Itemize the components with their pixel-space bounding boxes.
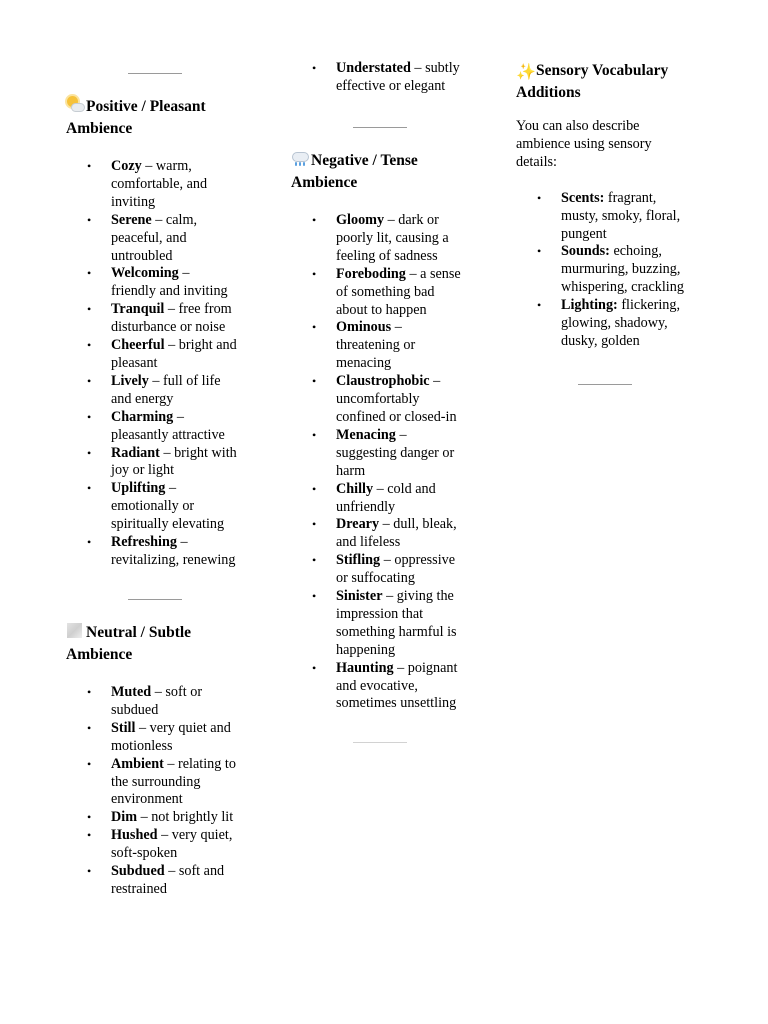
bullet-icon: • [312, 481, 317, 496]
term-item [66, 809, 266, 827]
term-item [66, 301, 266, 337]
term-item [291, 266, 491, 320]
term-definition: – very quiet, [157, 827, 233, 844]
bullet-icon: • [312, 589, 317, 604]
term-item [291, 516, 491, 552]
term-definition-line: subdued [111, 701, 159, 718]
term-definition-line: uncomfortably [336, 391, 420, 408]
term-definition-line: about to happen [336, 301, 427, 318]
term-label: Cheerful [111, 337, 165, 354]
term-definition: flickering, [617, 297, 681, 314]
section-divider [353, 742, 407, 743]
term-definition-line: pleasantly attractive [111, 426, 225, 443]
bullet-icon: • [312, 553, 317, 568]
term-definition-line: friendly and inviting [111, 283, 228, 300]
sensory-term-list [516, 190, 716, 351]
positive-term-list [66, 158, 266, 570]
term-item [291, 427, 491, 481]
section-divider [353, 127, 407, 128]
term-definition: – subtly [410, 60, 460, 76]
term-item [66, 212, 266, 266]
term-definition: – [173, 408, 184, 425]
term-label: Chilly [336, 480, 374, 497]
term-item [66, 684, 266, 720]
term-label: Understated [336, 60, 411, 76]
term-definition-line: happening [336, 641, 396, 658]
term-label: Dreary [336, 516, 380, 533]
neutral-heading: Neutral / Subtle Ambience [66, 624, 192, 663]
term-definition: – a sense [405, 265, 461, 282]
term-definition-line: pleasant [111, 354, 158, 371]
term-item [66, 409, 266, 445]
term-item [66, 445, 266, 481]
bullet-icon: • [537, 244, 542, 259]
term-label: Foreboding [336, 265, 406, 282]
term-definition-line: the surrounding [111, 773, 201, 790]
term-definition-line: pungent [561, 225, 607, 242]
bullet-icon: • [87, 338, 92, 353]
term-definition: – calm, [151, 211, 198, 228]
term-definition-line: musty, smoky, floral, [561, 207, 681, 224]
term-item [291, 212, 491, 266]
negative-section [291, 150, 491, 713]
term-item [291, 60, 491, 96]
term-definition: – warm, [141, 158, 192, 174]
term-label: Haunting [336, 659, 394, 676]
term-label: Charming [111, 408, 174, 425]
term-label: Scents: [561, 189, 605, 206]
term-definition-line: impression that [336, 605, 424, 622]
term-label: Still [111, 719, 136, 736]
bullet-icon: • [87, 266, 92, 281]
bullet-icon: • [87, 159, 92, 173]
term-definition-line: harm [336, 462, 366, 479]
term-definition-line: spiritually elevating [111, 516, 225, 533]
term-definition: – very quiet and [135, 719, 231, 736]
section-divider [128, 73, 182, 74]
term-definition: – relating to [163, 755, 236, 772]
term-item [66, 158, 266, 212]
bullet-icon: • [87, 481, 92, 496]
cloud-with-rain-icon [291, 150, 308, 167]
term-definition-line: emotionally or [111, 498, 195, 515]
term-definition-line: effective or elegant [336, 77, 446, 94]
term-label: Hushed [111, 827, 158, 844]
bullet-icon: • [312, 61, 317, 75]
term-definition: – oppressive [380, 552, 456, 569]
sensory-heading: ✨Sensory Vocabulary Additions [516, 62, 669, 101]
term-label: Ominous [336, 319, 392, 336]
term-label: Lighting: [561, 297, 618, 314]
term-label: Refreshing [111, 534, 177, 551]
term-definition: – soft or [151, 684, 203, 700]
term-item [66, 480, 266, 534]
term-item [516, 243, 716, 297]
bullet-icon: • [87, 720, 92, 735]
term-item [66, 827, 266, 863]
term-definition: echoing, [609, 243, 662, 260]
section-divider [128, 599, 182, 600]
term-definition-line: restrained [111, 880, 167, 897]
neutral-section [66, 622, 266, 899]
term-definition: – full of life [148, 372, 221, 389]
term-definition-line: comfortable, and [111, 175, 208, 192]
term-definition-line: inviting [111, 193, 156, 210]
bullet-icon: • [87, 535, 92, 550]
term-label: Gloomy [336, 212, 385, 228]
negative-heading: Negative / Tense Ambience [291, 152, 418, 191]
term-item [516, 190, 716, 244]
term-label: Serene [111, 211, 152, 228]
bullet-icon: • [312, 266, 317, 281]
column-left [66, 0, 256, 897]
positive-heading: Positive / Pleasant Ambience [66, 98, 206, 137]
term-definition-line: dusky, golden [561, 332, 640, 349]
term-definition-line: sometimes unsettling [336, 695, 457, 712]
bullet-icon: • [312, 427, 317, 442]
term-definition-line: something harmful is [336, 623, 457, 640]
term-label: Tranquil [111, 301, 165, 318]
sensory-intro: You can also describe ambience using sensory details: [516, 118, 652, 170]
term-label: Sinister [336, 588, 383, 605]
term-item [291, 660, 491, 714]
term-definition: – [176, 534, 188, 551]
term-definition: – [429, 373, 441, 390]
bullet-icon: • [537, 298, 542, 313]
term-definition: – free from [164, 301, 232, 318]
term-definition-line: untroubled [111, 247, 173, 264]
fog-icon [66, 622, 83, 639]
bullet-icon: • [87, 810, 92, 825]
term-definition: – giving the [382, 588, 454, 605]
bullet-icon: • [312, 517, 317, 532]
bullet-icon: • [537, 190, 542, 205]
term-definition-line: or suffocating [336, 570, 415, 587]
term-label: Uplifting [111, 480, 166, 497]
term-definition: – cold and [373, 480, 436, 497]
sparkles-icon: ✨ [516, 64, 536, 81]
term-item [66, 720, 266, 756]
understated-term-list [291, 60, 491, 96]
bullet-icon: • [312, 213, 317, 227]
term-label: Lively [111, 372, 149, 389]
sensory-section [516, 60, 716, 351]
term-label: Welcoming [111, 265, 179, 282]
term-definition-line: and evocative, [336, 677, 418, 694]
term-label: Sounds: [561, 243, 610, 260]
bullet-icon: • [87, 685, 92, 699]
term-item [291, 319, 491, 373]
term-label: Menacing [336, 426, 396, 443]
term-definition: – [165, 480, 177, 497]
term-definition-line: poorly lit, causing a [336, 229, 449, 246]
term-definition: – bright and [164, 337, 237, 354]
term-definition: fragrant, [604, 189, 657, 206]
term-label: Subdued [111, 863, 165, 880]
term-label: Radiant [111, 444, 160, 461]
bullet-icon: • [87, 864, 92, 879]
term-definition-line: glowing, shadowy, [561, 315, 668, 332]
term-item [291, 481, 491, 517]
term-label: Claustrophobic [336, 373, 430, 390]
term-label: Stifling [336, 552, 381, 569]
term-definition-line: and lifeless [336, 534, 401, 551]
term-item [291, 552, 491, 588]
bullet-icon: • [87, 828, 92, 843]
bullet-icon: • [87, 409, 92, 424]
term-definition: – dull, bleak, [379, 516, 457, 533]
negative-term-list [291, 212, 491, 713]
term-item [66, 756, 266, 810]
term-definition-line: threatening or [336, 337, 416, 354]
term-definition: – [391, 319, 402, 336]
bullet-icon: • [312, 320, 317, 335]
term-definition-line: unfriendly [336, 498, 396, 515]
term-definition: – poignant [393, 659, 458, 676]
bullet-icon: • [87, 756, 92, 771]
term-definition: – [178, 265, 190, 282]
term-definition-line: menacing [336, 355, 392, 372]
term-item [66, 863, 266, 899]
sun-behind-cloud-icon [66, 96, 83, 113]
bullet-icon: • [87, 445, 92, 460]
term-definition-line: murmuring, buzzing, [561, 261, 681, 278]
section-divider [578, 384, 632, 385]
term-item [291, 373, 491, 427]
term-item [66, 373, 266, 409]
term-item [291, 588, 491, 660]
term-item [66, 534, 266, 570]
term-definition: – [395, 426, 407, 443]
term-definition-line: revitalizing, renewing [111, 551, 236, 568]
term-definition-line: feeling of sadness [336, 247, 438, 264]
term-label: Cozy [111, 158, 142, 174]
term-label: Muted [111, 684, 152, 700]
neutral-term-list [66, 684, 266, 899]
term-definition-line: suggesting danger or [336, 444, 455, 461]
term-definition-line: of something bad [336, 283, 435, 300]
positive-section [66, 96, 266, 570]
term-definition: – soft and [164, 863, 225, 880]
bullet-icon: • [87, 212, 92, 227]
term-definition: – bright with [159, 444, 237, 461]
term-definition: – dark or [384, 212, 439, 228]
term-definition-line: confined or closed-in [336, 408, 457, 425]
term-definition-line: disturbance or noise [111, 319, 226, 336]
term-item [516, 297, 716, 351]
bullet-icon: • [312, 374, 317, 389]
term-definition-line: whispering, crackling [561, 279, 684, 296]
term-definition-line: soft-spoken [111, 845, 178, 862]
term-definition-line: joy or light [111, 462, 175, 479]
term-item [66, 337, 266, 373]
term-definition-line: and energy [111, 390, 174, 407]
bullet-icon: • [87, 373, 92, 388]
term-label: Dim [111, 809, 138, 826]
term-definition: – not brightly lit [137, 809, 234, 826]
term-item [66, 265, 266, 301]
term-definition-line: environment [111, 791, 183, 808]
bullet-icon: • [312, 660, 317, 675]
term-label: Ambient [111, 755, 164, 772]
term-definition-line: peaceful, and [111, 229, 187, 246]
bullet-icon: • [87, 302, 92, 317]
term-definition-line: motionless [111, 737, 173, 754]
